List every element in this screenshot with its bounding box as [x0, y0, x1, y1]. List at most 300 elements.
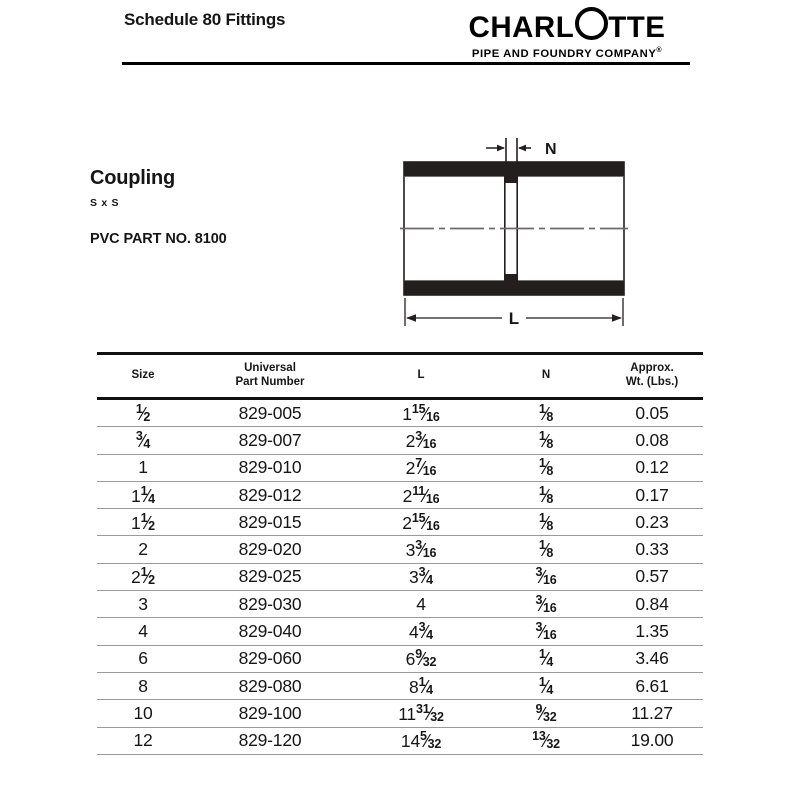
value-size	[133, 730, 152, 750]
fraction	[539, 484, 553, 507]
cell-dimension-n	[491, 563, 601, 590]
value-dimension-n	[538, 483, 554, 506]
fraction-bar: ⁄	[146, 512, 150, 533]
fraction-denominator: 16	[543, 600, 557, 615]
fraction-bar: ⁄	[141, 430, 145, 451]
cell-weight	[601, 563, 703, 590]
table-row	[97, 727, 703, 754]
dimension-l-arrow-right	[612, 314, 622, 322]
fraction-bar: ⁄	[424, 676, 428, 697]
brand-o-ring-icon	[575, 7, 608, 40]
part-name: Coupling	[90, 167, 176, 189]
brand-wordmark	[447, 7, 687, 43]
cell-weight	[601, 700, 703, 727]
cell-weight	[601, 618, 703, 645]
fraction	[535, 593, 556, 616]
fraction-denominator: 4	[546, 682, 554, 697]
column-header-weight	[601, 354, 703, 399]
value-dimension-l	[409, 622, 433, 642]
cell-dimension-n	[491, 454, 601, 481]
value-size	[135, 428, 151, 451]
cell-dimension-l	[351, 727, 491, 754]
fraction-denominator: 4	[143, 436, 151, 451]
fraction	[539, 429, 553, 452]
cell-dimension-n	[491, 399, 601, 427]
cell-size	[97, 618, 189, 645]
fraction-numerator: 3	[415, 538, 422, 553]
value-size	[133, 703, 152, 723]
value-size	[138, 594, 148, 614]
page-header	[0, 0, 800, 78]
table-row	[97, 618, 703, 645]
coupling-cross-section-drawing	[398, 128, 630, 333]
value-dimension-n	[532, 731, 560, 751]
value-dimension-l	[409, 674, 433, 697]
column-header-line2: L	[417, 369, 425, 382]
column-header-line2: N	[541, 369, 551, 382]
fraction-numerator: 11	[412, 483, 426, 498]
value-dimension-l	[402, 401, 440, 424]
fraction	[535, 620, 556, 643]
cell-size	[97, 672, 189, 699]
fraction-numerator: 1	[538, 510, 546, 525]
fraction-denominator: 32	[430, 709, 444, 724]
value-dimension-l	[402, 483, 440, 506]
registered-mark-icon: ®	[656, 46, 663, 54]
cell-dimension-n	[491, 700, 601, 727]
fraction	[535, 702, 556, 725]
cell-part-number	[189, 509, 351, 536]
value-dimension-n	[538, 510, 554, 533]
fraction	[141, 484, 155, 507]
fraction-denominator: 4	[426, 628, 433, 643]
cell-dimension-l	[351, 427, 491, 454]
cell-dimension-l	[351, 399, 491, 427]
value-size	[131, 567, 155, 587]
cell-part-number	[189, 672, 351, 699]
whole-number: 2	[402, 512, 412, 533]
fraction-denominator: 16	[426, 518, 440, 533]
whole-number: 1	[131, 512, 141, 533]
table-row	[97, 645, 703, 672]
cell-part-number	[189, 427, 351, 454]
column-header-line2: Wt. (Lbs.)	[625, 376, 679, 388]
fraction-numerator: 3	[415, 428, 422, 443]
table-row	[97, 591, 703, 618]
fraction-bar: ⁄	[544, 540, 548, 561]
dimension-n-label: N	[545, 141, 557, 158]
value-weight: 0.12	[635, 457, 669, 478]
fraction	[419, 565, 433, 588]
fraction-numerator: 3	[535, 565, 543, 580]
fraction-denominator: 8	[546, 518, 554, 533]
fraction-denominator: 2	[148, 518, 155, 533]
fraction	[539, 675, 553, 698]
socket-stop-top	[504, 162, 518, 183]
cell-size	[97, 645, 189, 672]
fraction-numerator: 15	[411, 401, 426, 416]
whole-number: 2	[405, 430, 416, 451]
cell-part-number	[189, 727, 351, 754]
brand-tagline-text: PIPE AND FOUNDRY COMPANY	[471, 47, 657, 60]
cell-part-number	[189, 481, 351, 508]
table-row	[97, 536, 703, 563]
fraction-bar: ⁄	[424, 567, 428, 588]
value-part-number: 829-060	[238, 648, 302, 669]
whole-number: 3	[138, 593, 148, 614]
fraction-bar: ⁄	[544, 485, 548, 506]
fraction	[416, 702, 444, 725]
cell-weight	[601, 645, 703, 672]
cell-dimension-n	[491, 536, 601, 563]
fraction-denominator: 32	[546, 737, 560, 752]
table-row	[97, 427, 703, 454]
fraction-numerator: 1	[135, 401, 143, 416]
fraction-bar: ⁄	[424, 622, 428, 643]
fraction	[136, 429, 150, 452]
whole-number: 2	[405, 458, 416, 479]
specification-table	[97, 352, 703, 755]
cell-size	[97, 700, 189, 727]
value-part-number: 829-040	[238, 621, 302, 642]
cell-dimension-l	[351, 536, 491, 563]
fraction	[539, 538, 553, 561]
fraction-denominator: 16	[422, 546, 437, 561]
value-part-number: 829-100	[238, 702, 302, 723]
fraction-denominator: 4	[426, 682, 433, 697]
fraction	[420, 729, 441, 752]
value-dimension-n	[539, 649, 553, 669]
specification-table-container	[97, 352, 703, 755]
fraction-denominator: 32	[543, 709, 557, 724]
charlotte-pipe-logo	[447, 7, 687, 60]
cell-dimension-l	[351, 591, 491, 618]
fraction-bar: ⁄	[424, 485, 427, 506]
cell-weight	[601, 481, 703, 508]
cell-dimension-n	[491, 509, 601, 536]
whole-number: 12	[133, 730, 153, 751]
value-dimension-l	[406, 649, 437, 669]
value-dimension-l	[406, 458, 437, 478]
cell-size	[97, 454, 189, 481]
fraction-bar: ⁄	[544, 512, 548, 533]
fraction	[539, 456, 553, 479]
fraction-numerator: 1	[140, 483, 148, 498]
fraction-numerator: 15	[411, 510, 426, 525]
dimension-n-arrow-left	[497, 145, 505, 152]
value-weight: 0.33	[635, 539, 669, 560]
cell-dimension-n	[491, 481, 601, 508]
fraction-denominator: 32	[422, 655, 437, 670]
dimension-l-arrow-left	[406, 314, 416, 322]
fraction-numerator: 3	[418, 620, 426, 635]
fraction	[141, 511, 155, 534]
whole-number: 10	[133, 702, 153, 723]
fraction-denominator: 16	[422, 464, 437, 479]
cell-dimension-l	[351, 672, 491, 699]
part-number-label: PVC PART NO. 8100	[90, 231, 227, 247]
table-row	[97, 700, 703, 727]
cell-dimension-l	[351, 454, 491, 481]
fraction-bar: ⁄	[146, 485, 150, 506]
value-part-number: 829-025	[238, 566, 302, 587]
value-dimension-n	[535, 592, 557, 615]
value-size	[138, 676, 148, 696]
cell-weight	[601, 509, 703, 536]
whole-number: 2	[131, 567, 141, 588]
column-header-l	[351, 354, 491, 399]
column-header-line2: Size	[131, 369, 155, 382]
fraction-bar: ⁄	[541, 567, 545, 588]
fraction-denominator: 4	[426, 573, 433, 588]
fraction-numerator: 3	[418, 565, 426, 580]
cell-dimension-n	[491, 645, 601, 672]
value-dimension-l	[402, 510, 440, 533]
fraction	[532, 729, 560, 752]
cell-dimension-l	[351, 509, 491, 536]
brand-wordmark-part2: TTE	[608, 11, 666, 44]
fraction-bar: ⁄	[544, 731, 548, 752]
fraction-denominator: 8	[546, 546, 554, 561]
value-part-number: 829-020	[238, 539, 302, 560]
column-header-size	[97, 354, 189, 399]
value-dimension-l	[409, 567, 433, 587]
table-row	[97, 399, 703, 427]
fraction-bar: ⁄	[424, 403, 428, 424]
cell-weight	[601, 591, 703, 618]
value-weight: 0.57	[635, 566, 669, 587]
value-part-number: 829-005	[238, 402, 302, 423]
whole-number: 1	[402, 403, 412, 424]
fraction-bar: ⁄	[541, 703, 545, 724]
socket-stop-bottom	[504, 274, 518, 295]
fraction-numerator: 1	[538, 538, 546, 553]
cell-size	[97, 591, 189, 618]
value-part-number: 829-030	[238, 593, 302, 614]
fraction-bar: ⁄	[420, 458, 424, 479]
value-dimension-l	[401, 731, 441, 751]
value-weight: 0.84	[635, 593, 669, 614]
value-dimension-l	[406, 540, 437, 560]
fraction	[539, 402, 553, 425]
dimension-l-label: L	[508, 309, 520, 328]
value-weight: 6.61	[635, 675, 669, 696]
part-info-block	[90, 168, 370, 247]
value-weight: 0.08	[635, 429, 669, 450]
value-part-number: 829-080	[238, 675, 302, 696]
column-header-line1: Approx.	[630, 362, 674, 375]
value-weight: 19.00	[630, 730, 674, 751]
table-row	[97, 481, 703, 508]
value-size	[138, 621, 148, 641]
whole-number: 3	[405, 540, 416, 561]
fraction-denominator: 8	[546, 491, 554, 506]
fraction	[419, 675, 433, 698]
fraction-numerator: 1	[538, 647, 546, 662]
value-dimension-n	[538, 674, 554, 697]
cell-dimension-n	[491, 591, 601, 618]
cell-part-number	[189, 536, 351, 563]
whole-number: 4	[409, 622, 419, 643]
cell-part-number	[189, 618, 351, 645]
fraction-bar: ⁄	[425, 731, 429, 752]
value-dimension-l	[405, 428, 437, 451]
fraction-denominator: 2	[148, 573, 155, 588]
whole-number: 11	[398, 703, 416, 724]
value-weight: 1.35	[635, 621, 669, 642]
table-header-row	[97, 354, 703, 399]
value-part-number: 829-010	[238, 457, 302, 478]
cell-weight	[601, 454, 703, 481]
whole-number: 6	[138, 648, 148, 669]
value-dimension-l	[398, 701, 444, 724]
cell-dimension-n	[491, 727, 601, 754]
fraction-numerator: 7	[415, 456, 422, 471]
fraction-numerator: 1	[538, 674, 546, 689]
cell-dimension-n	[491, 618, 601, 645]
fraction-denominator: 16	[422, 436, 437, 451]
column-header-line1: Universal	[244, 362, 296, 375]
table-row	[97, 454, 703, 481]
fraction-bar: ⁄	[544, 403, 548, 424]
table-row	[97, 672, 703, 699]
fraction-bar: ⁄	[544, 649, 548, 670]
fraction	[141, 565, 155, 588]
cell-part-number	[189, 399, 351, 427]
fraction-bar: ⁄	[544, 676, 548, 697]
whole-number: 3	[409, 567, 419, 588]
cell-dimension-l	[351, 481, 491, 508]
whole-number: 2	[402, 485, 413, 506]
fraction-numerator: 1	[538, 483, 546, 498]
value-size	[138, 539, 148, 559]
fraction-numerator: 1	[140, 510, 148, 525]
whole-number: 6	[405, 649, 416, 670]
fraction-bar: ⁄	[420, 540, 424, 561]
fraction-numerator: 3	[535, 620, 543, 635]
cell-size	[97, 427, 189, 454]
fraction	[415, 647, 436, 670]
whole-number: 8	[409, 676, 419, 697]
fraction-bar: ⁄	[541, 622, 545, 643]
fraction-numerator: 9	[535, 701, 543, 716]
document-title: Schedule 80 Fittings	[124, 10, 286, 29]
value-size	[135, 401, 151, 424]
fraction	[415, 429, 436, 452]
fraction-bar: ⁄	[141, 403, 145, 424]
fraction-bar: ⁄	[420, 430, 424, 451]
fraction	[415, 538, 436, 561]
whole-number: 1	[138, 457, 148, 478]
dimension-n-arrow-right	[518, 145, 526, 152]
value-part-number: 829-007	[238, 429, 302, 450]
whole-number: 14	[400, 731, 420, 752]
fraction	[415, 456, 436, 479]
value-size	[138, 648, 148, 668]
cell-part-number	[189, 645, 351, 672]
cell-dimension-l	[351, 700, 491, 727]
fraction-numerator: 1	[418, 674, 426, 689]
fraction-numerator: 3	[535, 592, 543, 607]
fraction-bar: ⁄	[541, 594, 545, 615]
fraction-bar: ⁄	[544, 458, 548, 479]
value-dimension-n	[535, 567, 556, 587]
fraction-numerator: 1	[140, 565, 148, 580]
cell-dimension-l	[351, 563, 491, 590]
cell-size	[97, 509, 189, 536]
fraction-denominator: 4	[546, 655, 554, 670]
value-weight: 11.27	[631, 702, 673, 723]
brand-wordmark-part1: CHARL	[468, 11, 575, 44]
whole-number: 8	[138, 675, 148, 696]
value-size	[138, 457, 148, 477]
fraction-denominator: 16	[543, 628, 557, 643]
cell-weight	[601, 536, 703, 563]
whole-number: 4	[138, 621, 148, 642]
fraction-bar: ⁄	[428, 703, 432, 724]
value-dimension-l	[416, 594, 426, 614]
fraction-numerator: 1	[538, 456, 546, 471]
fraction-denominator: 8	[546, 409, 554, 424]
fraction-denominator: 8	[546, 436, 554, 451]
fraction-numerator: 5	[419, 729, 427, 744]
cell-weight	[601, 399, 703, 427]
fraction	[412, 511, 440, 534]
fraction	[412, 484, 439, 507]
table-row	[97, 563, 703, 590]
fraction-numerator: 1	[538, 428, 546, 443]
value-part-number: 829-012	[238, 484, 302, 505]
table-body	[97, 399, 703, 755]
value-dimension-n	[535, 622, 556, 642]
fraction-numerator: 1	[538, 401, 546, 416]
table-row	[97, 509, 703, 536]
fraction	[535, 565, 556, 588]
value-dimension-n	[535, 701, 557, 724]
whole-number: 4	[416, 593, 426, 614]
value-dimension-n	[538, 428, 554, 451]
part-connection-type: S x S	[90, 197, 120, 209]
cell-size	[97, 536, 189, 563]
value-weight: 0.23	[635, 511, 669, 532]
cell-dimension-l	[351, 645, 491, 672]
whole-number: 2	[138, 539, 148, 560]
whole-number: 1	[131, 485, 141, 506]
fraction	[539, 511, 553, 534]
fraction	[136, 402, 150, 425]
cell-part-number	[189, 591, 351, 618]
column-header-part_number	[189, 354, 351, 399]
value-dimension-n	[538, 401, 554, 424]
fraction-denominator: 16	[425, 491, 440, 506]
header-divider-rule	[122, 62, 690, 65]
fraction-numerator: 31	[415, 701, 430, 716]
value-part-number: 829-015	[238, 511, 302, 532]
cell-part-number	[189, 700, 351, 727]
value-size	[131, 483, 155, 506]
column-header-line2: Part Number	[235, 376, 305, 388]
fraction-numerator: 9	[415, 647, 422, 662]
fraction-denominator: 4	[148, 491, 155, 506]
fraction-numerator: 13	[532, 729, 546, 744]
table-header	[97, 354, 703, 399]
fraction	[539, 647, 553, 670]
fraction-bar: ⁄	[424, 512, 428, 533]
cell-weight	[601, 427, 703, 454]
value-dimension-n	[539, 540, 553, 560]
fraction	[419, 620, 433, 643]
column-header-n	[491, 354, 601, 399]
